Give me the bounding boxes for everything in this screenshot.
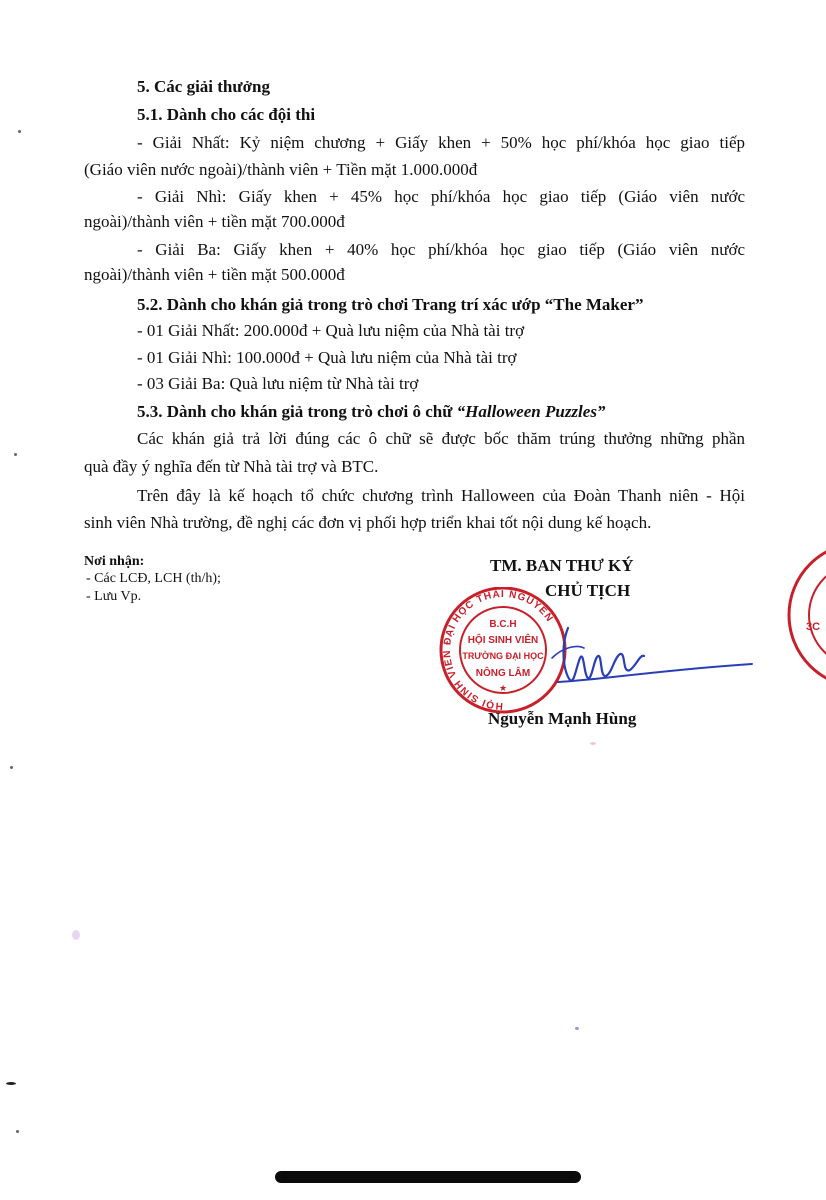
prize-third-line1: - Giải Ba: Giấy khen + 40% học phí/khóa học giao tiếp (Giáo viên nước (137, 240, 745, 259)
prize-third-line2: ngoài)/thành viên + tiền mặt 500.000đ (84, 265, 345, 284)
scan-speck (16, 1130, 19, 1133)
puzzles-paragraph-line1: Các khán giả trả lời đúng các ô chữ sẽ được bốc thăm trúng thưởng những phần (137, 429, 745, 448)
scan-speck (10, 766, 13, 769)
stamp-center-line: NÔNG LÂM (475, 668, 531, 679)
signer-name: Nguyễn Mạnh Hùng (488, 709, 637, 728)
scan-speck (14, 453, 17, 456)
audience-prize-item: - 03 Giải Ba: Quà lưu niệm từ Nhà tài trợ (137, 374, 419, 393)
svg-text:3C: 3C (806, 621, 821, 633)
audience-prize-item: - 01 Giải Nhì: 100.000đ + Quà lưu niệm của Nhà tài trợ (137, 348, 517, 367)
stamp-center-line: TRƯỜNG ĐẠI HỌC (462, 651, 544, 661)
section-heading: 5. Các giải thưởng (137, 77, 270, 96)
prize-first-line1: - Giải Nhất: Kỷ niệm chương + Giấy khen + 50% học phí/khóa học giao tiếp (137, 133, 745, 152)
prize-first-line2: (Giáo viên nước ngoài)/thành viên + Tiền mặt 1.000.000đ (84, 160, 478, 179)
recipient-item: - Các LCĐ, LCH (th/h); (86, 571, 221, 586)
scan-speck (18, 130, 21, 133)
subsection-heading-5-3-text: 5.3. Dành cho khán giả trong trò chơi ô chữ (137, 402, 457, 421)
recipient-item: - Lưu Vp. (86, 589, 142, 604)
puzzles-paragraph-line2: quà đầy ý nghĩa đến từ Nhà tài trợ và BTC. (84, 457, 379, 476)
scan-speck (590, 742, 596, 745)
signature-role: CHỦ TỊCH (545, 581, 631, 600)
partial-stamp (786, 530, 826, 700)
recipients-heading: Nơi nhận: (84, 554, 145, 569)
signature-title: TM. BAN THƯ KÝ (490, 556, 634, 575)
prize-second-line1: - Giải Nhì: Giấy khen + 45% học phí/khóa học giao tiếp (Giáo viên nước (137, 187, 745, 206)
scan-speck (6, 1082, 16, 1085)
scan-speck (575, 1027, 579, 1030)
closing-line1: Trên đây là kế hoạch tổ chức chương trình Halloween của Đoàn Thanh niên - Hội (137, 486, 745, 505)
stamp-center-line: HỘI SINH VIÊN (467, 635, 539, 646)
audience-prize-item: - 01 Giải Nhất: 200.000đ + Quà lưu niệm của Nhà tài trợ (137, 321, 525, 340)
stamp-center-line: B.C.H (489, 619, 517, 630)
closing-line2: sinh viên Nhà trường, đề nghị các đơn vị phối hợp triển khai tốt nội dung kế hoạch. (84, 513, 652, 532)
home-indicator[interactable] (275, 1171, 581, 1183)
handwritten-signature (540, 618, 760, 698)
subsection-heading-5-2: 5.2. Dành cho khán giả trong trò chơi Trang trí xác ướp “The Maker” (137, 295, 644, 314)
stamp-ring-text: HỘI SINH VIÊN ĐẠI HỌC THÁI NGUYÊN (441, 588, 556, 712)
prize-second-line2: ngoài)/thành viên + tiền mặt 700.000đ (84, 212, 345, 231)
game-name: “Halloween Puzzles” (456, 402, 606, 421)
subsection-heading-5-3 (137, 403, 605, 420)
subsection-heading-5-1: 5.1. Dành cho các đội thi (137, 105, 316, 124)
star-icon: ★ (498, 683, 508, 693)
scan-speck (72, 930, 80, 940)
